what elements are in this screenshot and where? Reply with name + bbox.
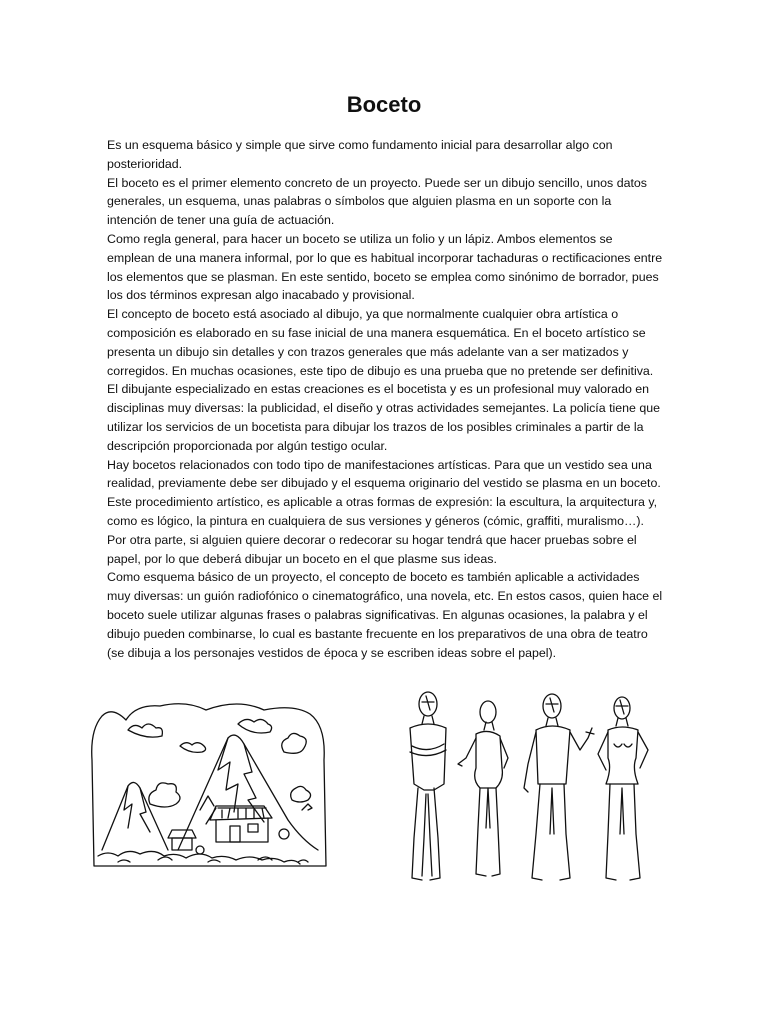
paragraph: Como regla general, para hacer un boceto se utiliza un folio y un lápiz. Ambos elementos se emplean de una manera informal, por lo que es habitual incorporar tachaduras o rectificaciones entre los elementos que se plasman. En este sentido, boceto se emplea como sinónimo de borrador, pues los dos términos expresan algo inacabado y provisional. — [107, 231, 663, 303]
page-title: Boceto — [346, 92, 422, 117]
figure-sketches-image — [400, 688, 664, 888]
paragraph: El dibujante especializado en estas creaciones es el bocetista y es un profesional muy valorado en disciplinas muy diversas: la publicidad, el diseño y otras actividades semejantes. La policía tiene que utilizar los servicios de un bocetista para dibujar los trazos de los posibles criminales a partir de la descripción proporcionada por algún testigo ocular. — [107, 382, 661, 453]
landscape-sketch-image — [88, 700, 332, 870]
paragraph: El concepto de boceto está asociado al dibujo, ya que normalmente cualquier obra artística o composición es elaborado en su fase inicial de una manera esquemática. En el boceto artístico se presenta un dibujo sin detalles y con trazos generales que más adelante van a ser matizados y corregidos. En muchas ocasiones, este tipo de dibujo es una prueba que no pretende ser definitiva. — [107, 307, 654, 378]
paragraph: Como esquema básico de un proyecto, el concepto de boceto es también aplicable a actividades muy diversas: un guión radiofónico o cinematográfico, una novela, etc. En estos casos, quien hace el boceto suele utilizar algunas frases o palabras significativas. En algunas ocasiones, la palabra y el dibujo pueden combinarse, lo cual es bastante frecuente en los preparativos de una obra de teatro (se dibuja a los personajes vestidos de época y se escriben ideas sobre el papel). — [107, 570, 663, 660]
paragraph: Hay bocetos relacionados con todo tipo de manifestaciones artísticas. Para que un vestido sea una realidad, previamente debe ser dibujado y el esquema originario del vestido se plasma en un boceto. Este procedimiento artístico, es aplicable a otras formas de expresión: la escultura, la arquitectura y, como es lógico, la pintura en cualquiera de sus versiones y géneros (cómic, graffiti, muralismo…). Por otra parte, si alguien quiere decorar o redecorar su hogar tendrá que hacer pruebas sobre el papel, por lo que deberá dibujar un boceto en el que plasme sus ideas. — [107, 457, 661, 566]
body-text — [107, 136, 663, 662]
paragraph: Es un esquema básico y simple que sirve como fundamento inicial para desarrollar algo con posterioridad. — [107, 138, 613, 171]
paragraph: El boceto es el primer elemento concreto de un proyecto. Puede ser un dibujo sencillo, unos datos generales, un esquema, unas palabras o símbolos que alguien plasma en un soporte con la intención de tener una guía de actuación. — [107, 175, 648, 228]
